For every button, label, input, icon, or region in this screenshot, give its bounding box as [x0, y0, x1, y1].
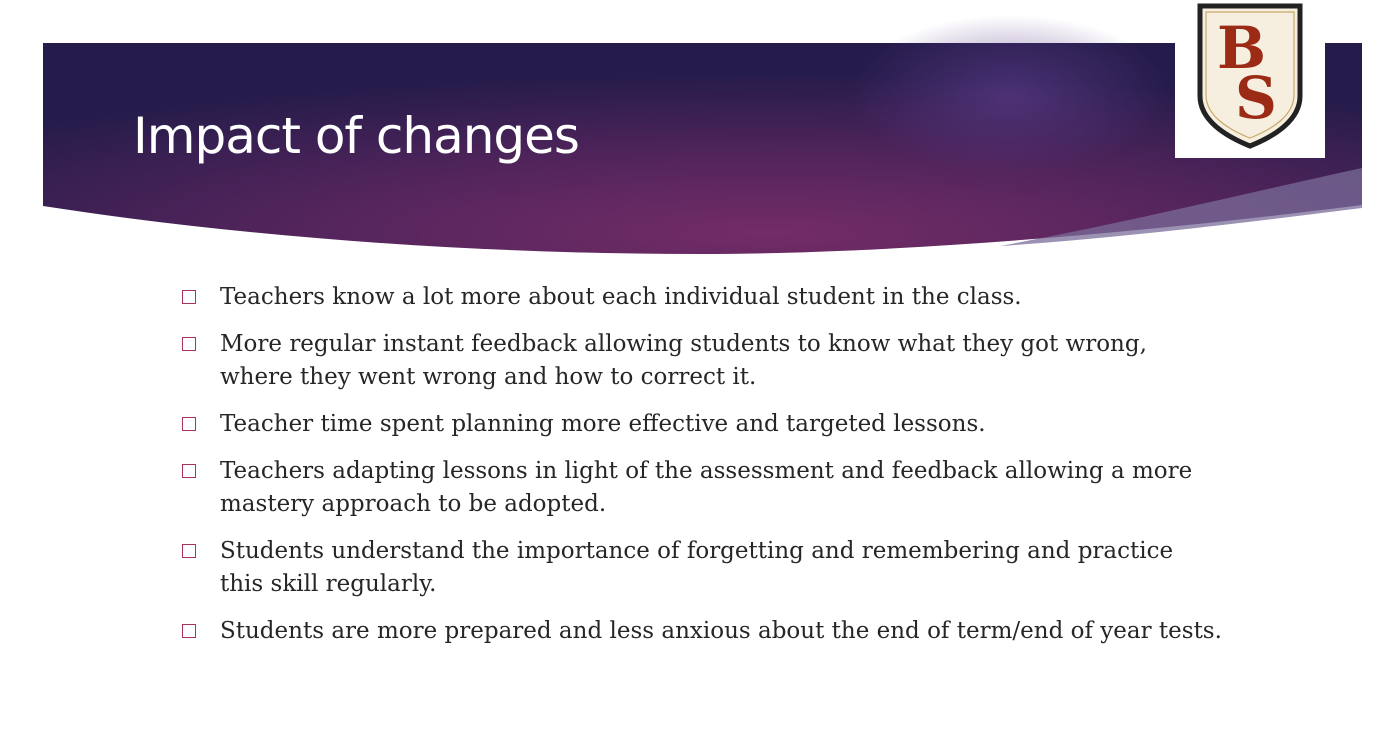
slide-title: Impact of changes — [133, 107, 579, 165]
square-outline-icon — [182, 464, 196, 478]
bullet-text: Teachers know a lot more about each individual student in the class. — [220, 284, 1022, 310]
school-crest-logo — [1175, 0, 1325, 158]
bullet-text: Students understand the importance of forgetting and remembering and practice this skill regularly. — [220, 538, 1174, 597]
square-outline-icon — [182, 417, 196, 431]
square-outline-icon — [182, 290, 196, 304]
bullet-item — [182, 535, 1222, 601]
bullet-item — [182, 455, 1222, 521]
square-outline-icon — [182, 544, 196, 558]
school-crest-icon — [1175, 0, 1325, 158]
square-outline-icon — [182, 337, 196, 351]
svg-text:B: B — [1217, 14, 1267, 82]
bullet-text: Students are more prepared and less anxious about the end of term/end of year tests. — [220, 618, 1222, 644]
svg-text:S: S — [1235, 64, 1277, 132]
bullet-text: More regular instant feedback allowing students to know what they got wrong, where they went wrong and how to correct it. — [220, 331, 1147, 390]
bullet-item — [182, 281, 1222, 314]
bullet-text: Teacher time spent planning more effective and targeted lessons. — [220, 411, 986, 437]
bullet-list — [182, 281, 1222, 662]
bullet-item — [182, 408, 1222, 441]
bullet-item — [182, 615, 1222, 648]
square-outline-icon — [182, 624, 196, 638]
bullet-text: Teachers adapting lessons in light of the assessment and feedback allowing a more mastery approach to be adopted. — [220, 458, 1193, 517]
bullet-item — [182, 328, 1222, 394]
